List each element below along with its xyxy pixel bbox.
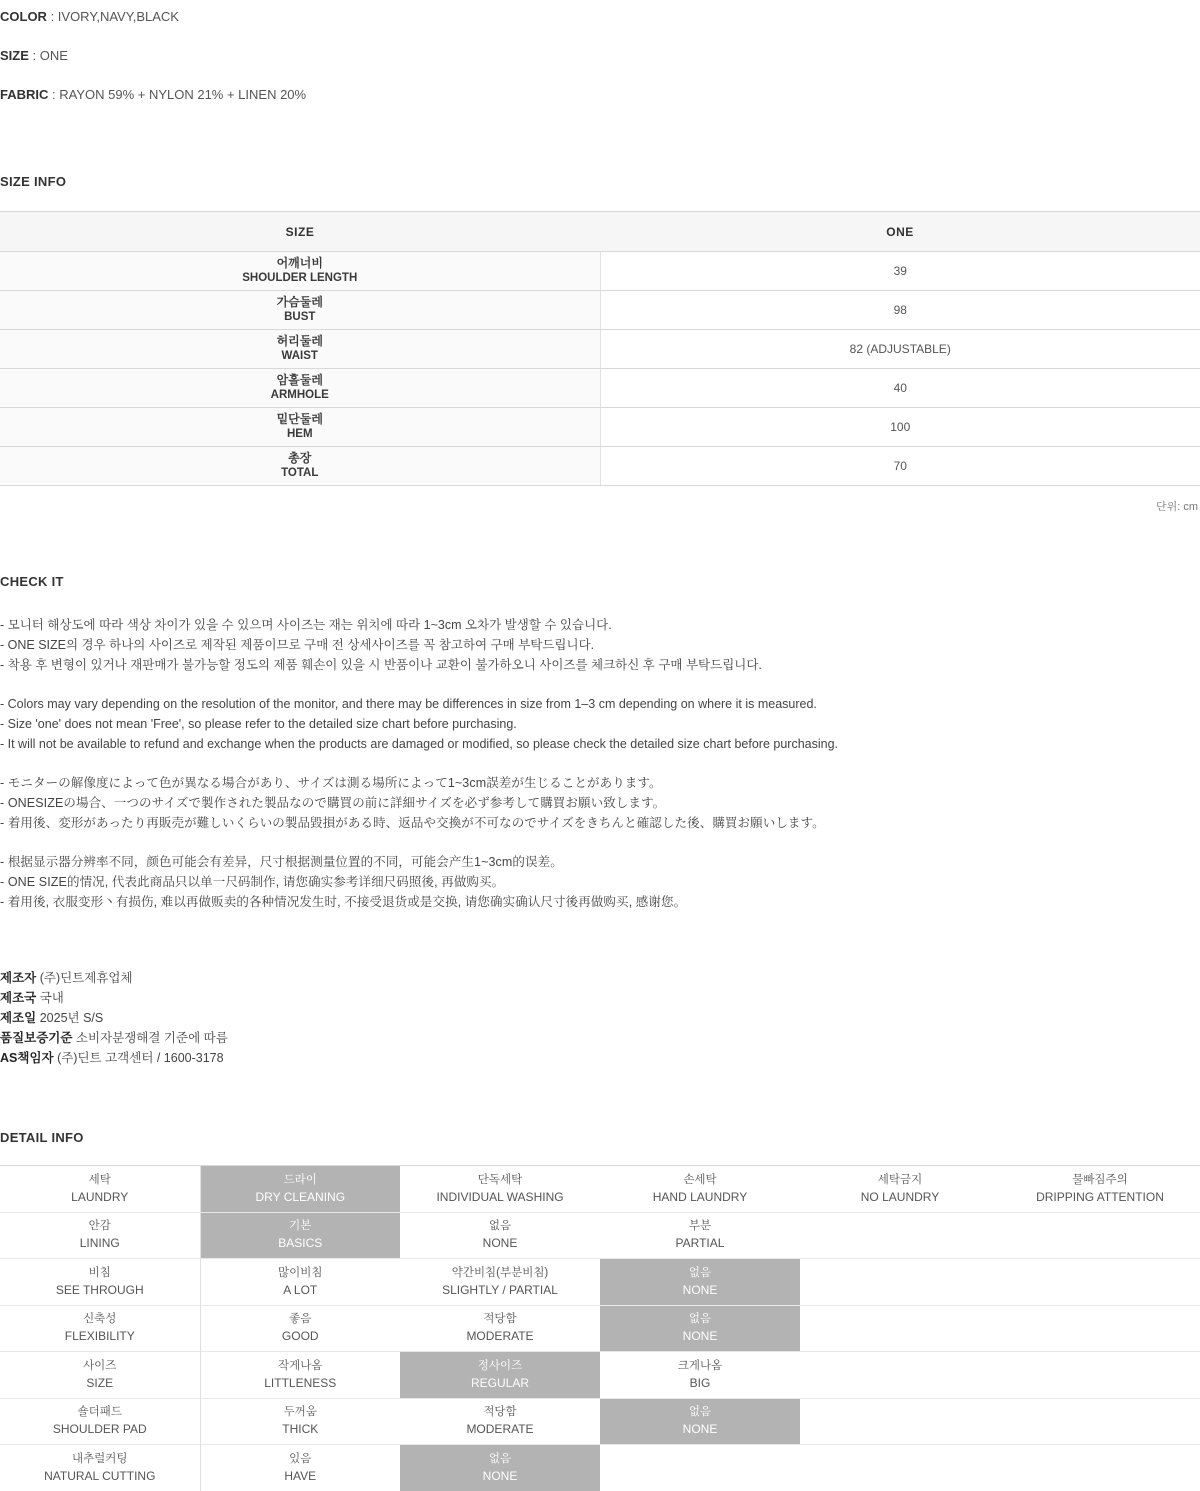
detail-option-en: MODERATE <box>401 1421 599 1438</box>
detail-row-label-en: SIZE <box>1 1375 199 1392</box>
detail-option <box>200 1259 400 1306</box>
table-row <box>0 447 1200 486</box>
detail-row-label-en: SEE THROUGH <box>1 1282 199 1299</box>
detail-option-en: THICK <box>202 1421 400 1438</box>
detail-info-title: DETAIL INFO <box>0 1130 1200 1145</box>
size-row-label-kr: 암홀둘레 <box>1 373 599 388</box>
detail-option <box>200 1398 400 1445</box>
detail-option-kr: 크게나옴 <box>601 1358 799 1375</box>
detail-row-label <box>0 1305 200 1352</box>
size-table-header-row <box>0 212 1200 252</box>
size-row-value: 70 <box>600 447 1200 486</box>
detail-option-kr: 단독세탁 <box>401 1172 599 1189</box>
size-row-value: 82 (ADJUSTABLE) <box>600 330 1200 369</box>
detail-option-kr: 손세탁 <box>601 1172 799 1189</box>
product-spec-list <box>0 0 1200 108</box>
detail-option-en: NONE <box>601 1328 799 1345</box>
maker-line <box>0 968 1200 988</box>
detail-option <box>1000 1305 1200 1352</box>
size-row-label-en: SHOULDER LENGTH <box>1 271 599 286</box>
size-row-label-en: ARMHOLE <box>1 388 599 403</box>
note-group <box>0 694 1200 754</box>
detail-option <box>1000 1259 1200 1306</box>
detail-option-selected <box>400 1352 600 1399</box>
maker-value: (주)딘트제휴업체 <box>36 971 132 985</box>
size-row-label <box>0 330 600 369</box>
detail-option-en: NO LAUNDRY <box>801 1189 999 1206</box>
table-row <box>0 1212 1200 1259</box>
check-it-notes <box>0 615 1200 912</box>
detail-option-kr: 세탁금지 <box>801 1172 999 1189</box>
detail-row-label-kr: 세탁 <box>1 1172 199 1189</box>
detail-row-label-kr: 숄더패드 <box>1 1404 199 1421</box>
detail-option-en: A LOT <box>202 1282 400 1299</box>
detail-option <box>600 1212 800 1259</box>
detail-option <box>400 1305 600 1352</box>
note-group <box>0 615 1200 675</box>
note-line: - 根据显示器分辨率不同，颜色可能会有差异，尺寸根据测量位置的不同，可能会产生1~3cm的误差。 <box>0 852 1200 872</box>
maker-line <box>0 1028 1200 1048</box>
detail-option-kr: 물빠짐주의 <box>1001 1172 1199 1189</box>
maker-value: (주)딘트 고객센터 / 1600-3178 <box>54 1051 224 1065</box>
detail-option <box>400 1166 600 1213</box>
note-line: - It will not be available to refund and exchange when the products are damaged or modified, so please check the detailed size chart before purchasing. <box>0 734 1200 754</box>
note-line: - 着用後, 衣服变形丶有损伤, 难以再做贩卖的各种情况发生时, 不接受退货或是交换, 请您确实确认尺寸後再做购买, 感谢您。 <box>0 892 1200 912</box>
detail-option-en: BASICS <box>202 1235 400 1252</box>
detail-option-kr: 있음 <box>202 1451 400 1468</box>
spec-key: COLOR <box>0 9 47 24</box>
size-row-label <box>0 252 600 291</box>
detail-row-label <box>0 1352 200 1399</box>
note-line: - 모니터 해상도에 따라 색상 차이가 있을 수 있으며 사이즈는 재는 위치에 따라 1~3cm 오차가 발생할 수 있습니다. <box>0 615 1200 635</box>
detail-option-kr: 없음 <box>601 1311 799 1328</box>
detail-option-en: BIG <box>601 1375 799 1392</box>
detail-option-en: HAVE <box>202 1468 400 1485</box>
detail-option-selected <box>600 1259 800 1306</box>
detail-option-kr: 없음 <box>401 1218 599 1235</box>
size-row-label <box>0 408 600 447</box>
detail-option-kr: 약간비침(부분비침) <box>401 1265 599 1282</box>
detail-option-en: NONE <box>401 1468 599 1485</box>
detail-option-selected <box>200 1166 400 1213</box>
detail-option-kr: 많이비침 <box>202 1265 400 1282</box>
note-line: - ONE SIZE的情况, 代表此商品只以单一尺码制作, 请您确实参考详细尺码照後, 再做购买。 <box>0 872 1200 892</box>
maker-value: 2025년 S/S <box>36 1011 103 1025</box>
size-row-label-kr: 가슴둘레 <box>1 295 599 310</box>
spec-line <box>0 82 1200 108</box>
note-line: - 착용 후 변형이 있거나 재판매가 불가능할 정도의 제품 훼손이 있을 시 반품이나 교환이 불가하오니 사이즈를 체크하신 후 구매 부탁드립니다. <box>0 655 1200 675</box>
table-row <box>0 1166 1200 1213</box>
detail-option <box>400 1212 600 1259</box>
detail-option <box>400 1398 600 1445</box>
detail-row-label-kr: 안감 <box>1 1218 199 1235</box>
maker-line <box>0 1048 1200 1068</box>
detail-option-en: NONE <box>601 1421 799 1438</box>
detail-option <box>800 1398 1000 1445</box>
detail-row-label-en: LINING <box>1 1235 199 1252</box>
table-row <box>0 1259 1200 1306</box>
table-row <box>0 1352 1200 1399</box>
note-line: - モニターの解像度によって色が異なる場合があり、サイズは測る場所によって1~3cm誤差が生じることがあります。 <box>0 773 1200 793</box>
detail-option <box>400 1259 600 1306</box>
detail-row-label <box>0 1259 200 1306</box>
detail-option <box>1000 1212 1200 1259</box>
detail-option-kr: 없음 <box>401 1451 599 1468</box>
detail-option <box>200 1445 400 1491</box>
size-row-label-kr: 총장 <box>1 451 599 466</box>
size-row-value: 100 <box>600 408 1200 447</box>
detail-row-label-en: LAUNDRY <box>1 1189 199 1206</box>
detail-row-label-kr: 사이즈 <box>1 1358 199 1375</box>
detail-option-kr: 좋음 <box>202 1311 400 1328</box>
detail-option <box>800 1305 1000 1352</box>
maker-key: 제조자 <box>0 971 36 985</box>
detail-option-en: SLIGHTLY / PARTIAL <box>401 1282 599 1299</box>
size-info-table <box>0 211 1200 486</box>
detail-row-label-kr: 신축성 <box>1 1311 199 1328</box>
maker-key: 품질보증기준 <box>0 1031 72 1045</box>
detail-option-selected <box>600 1305 800 1352</box>
detail-option <box>800 1166 1000 1213</box>
detail-option-en: REGULAR <box>401 1375 599 1392</box>
maker-value: 소비자분쟁해결 기준에 따름 <box>72 1031 227 1045</box>
table-row <box>0 369 1200 408</box>
detail-option <box>1000 1445 1200 1491</box>
spec-line <box>0 4 1200 30</box>
detail-option-kr: 적당함 <box>401 1404 599 1421</box>
spec-key: FABRIC <box>0 87 48 102</box>
size-row-value: 40 <box>600 369 1200 408</box>
detail-option <box>200 1305 400 1352</box>
size-table-body <box>0 252 1200 486</box>
table-row <box>0 1398 1200 1445</box>
detail-row-label <box>0 1445 200 1491</box>
note-line: - Colors may vary depending on the resolution of the monitor, and there may be differences in size from 1–3 cm depending on where it is measured. <box>0 694 1200 714</box>
note-line: - ONESIZEの場合、一つのサイズで製作された製品なので購買の前に詳細サイズを必ず参考して購買お願い致します。 <box>0 793 1200 813</box>
note-group <box>0 852 1200 912</box>
maker-value: 국내 <box>36 991 64 1005</box>
detail-table-body <box>0 1166 1200 1491</box>
detail-option-en: INDIVIDUAL WASHING <box>401 1189 599 1206</box>
detail-option <box>600 1166 800 1213</box>
detail-option-kr: 드라이 <box>202 1172 400 1189</box>
detail-option <box>600 1445 800 1491</box>
check-it-title: CHECK IT <box>0 574 1200 589</box>
detail-option <box>200 1352 400 1399</box>
size-row-label-kr: 밑단둘레 <box>1 412 599 427</box>
detail-option-kr: 두꺼움 <box>202 1404 400 1421</box>
size-row-label-kr: 어깨너비 <box>1 256 599 271</box>
maker-line <box>0 1008 1200 1028</box>
size-row-value: 98 <box>600 291 1200 330</box>
table-row <box>0 1445 1200 1491</box>
spec-value: : IVORY,NAVY,BLACK <box>47 9 179 24</box>
size-row-label-kr: 허리둘레 <box>1 334 599 349</box>
spec-key: SIZE <box>0 48 29 63</box>
detail-option-kr: 기본 <box>202 1218 400 1235</box>
detail-row-label <box>0 1166 200 1213</box>
size-row-label-en: WAIST <box>1 349 599 364</box>
size-row-label <box>0 291 600 330</box>
detail-row-label <box>0 1212 200 1259</box>
detail-option <box>800 1352 1000 1399</box>
detail-option-kr: 적당함 <box>401 1311 599 1328</box>
detail-option <box>1000 1398 1200 1445</box>
detail-row-label <box>0 1398 200 1445</box>
detail-row-label-kr: 비침 <box>1 1265 199 1282</box>
detail-option <box>1000 1166 1200 1213</box>
detail-option-selected <box>200 1212 400 1259</box>
detail-option-en: GOOD <box>202 1328 400 1345</box>
detail-option-en: DRY CLEANING <box>202 1189 400 1206</box>
detail-option-en: NONE <box>601 1282 799 1299</box>
maker-line <box>0 988 1200 1008</box>
note-line: - Size 'one' does not mean 'Free', so please refer to the detailed size chart before purchasing. <box>0 714 1200 734</box>
detail-option-en: NONE <box>401 1235 599 1252</box>
detail-row-label-kr: 내추럴커팅 <box>1 1451 199 1468</box>
note-line: - ONE SIZE의 경우 하나의 사이즈로 제작된 제품이므로 구매 전 상세사이즈를 꼭 참고하여 구매 부탁드립니다. <box>0 635 1200 655</box>
detail-option-en: LITTLENESS <box>202 1375 400 1392</box>
detail-option-kr: 없음 <box>601 1265 799 1282</box>
detail-option <box>1000 1352 1200 1399</box>
detail-option-en: DRIPPING ATTENTION <box>1001 1189 1199 1206</box>
detail-option <box>600 1352 800 1399</box>
detail-option-en: HAND LAUNDRY <box>601 1189 799 1206</box>
detail-option-kr: 정사이즈 <box>401 1358 599 1375</box>
maker-key: 제조국 <box>0 991 36 1005</box>
detail-option-selected <box>400 1445 600 1491</box>
size-row-value: 39 <box>600 252 1200 291</box>
detail-option <box>800 1445 1000 1491</box>
note-group <box>0 773 1200 833</box>
detail-option-en: MODERATE <box>401 1328 599 1345</box>
detail-row-label-en: NATURAL CUTTING <box>1 1468 199 1485</box>
detail-row-label-en: FLEXIBILITY <box>1 1328 199 1345</box>
size-table-header-one: ONE <box>600 212 1200 252</box>
detail-option-selected <box>600 1398 800 1445</box>
size-row-label-en: BUST <box>1 310 599 325</box>
table-row <box>0 408 1200 447</box>
spec-value: : RAYON 59% + NYLON 21% + LINEN 20% <box>48 87 306 102</box>
table-row <box>0 291 1200 330</box>
detail-info-table <box>0 1165 1200 1491</box>
detail-option <box>800 1259 1000 1306</box>
maker-key: 제조일 <box>0 1011 36 1025</box>
table-row <box>0 1305 1200 1352</box>
detail-option-kr: 없음 <box>601 1404 799 1421</box>
detail-option <box>800 1212 1000 1259</box>
size-row-label <box>0 369 600 408</box>
maker-key: AS책임자 <box>0 1051 54 1065</box>
size-row-label <box>0 447 600 486</box>
detail-option-kr: 부분 <box>601 1218 799 1235</box>
detail-option-kr: 작게나옴 <box>202 1358 400 1375</box>
detail-option-en: PARTIAL <box>601 1235 799 1252</box>
size-info-title: SIZE INFO <box>0 174 1200 189</box>
note-line: - 着用後、変形があったり再販売が難しいくらいの製品毀損がある時、返品や交換が不可なのでサイズをきちんと確認した後、購買お願いします。 <box>0 813 1200 833</box>
detail-row-label-en: SHOULDER PAD <box>1 1421 199 1438</box>
table-row <box>0 252 1200 291</box>
size-table-header-size: SIZE <box>0 212 600 252</box>
manufacturer-info <box>0 968 1200 1068</box>
size-row-label-en: HEM <box>1 427 599 442</box>
table-row <box>0 330 1200 369</box>
spec-value: : ONE <box>29 48 68 63</box>
size-table-head <box>0 212 1200 252</box>
size-unit-note: 단위: cm <box>0 498 1200 514</box>
spec-line <box>0 43 1200 69</box>
size-row-label-en: TOTAL <box>1 466 599 481</box>
